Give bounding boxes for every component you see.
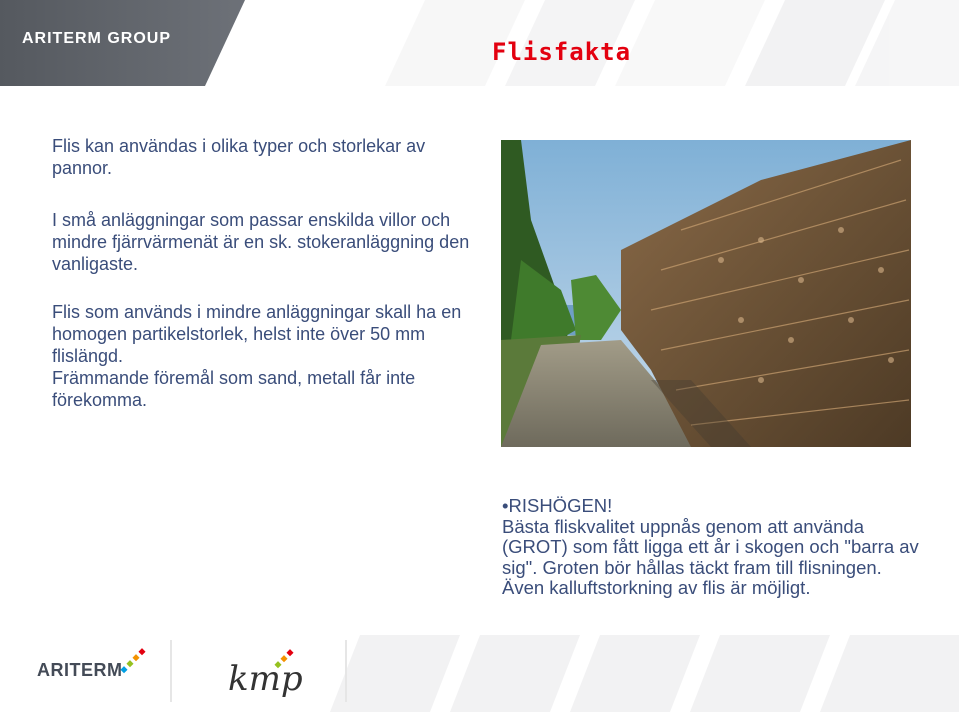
footer-divider xyxy=(345,640,347,702)
photo-caption xyxy=(502,496,922,599)
paragraph-text: I små anläggningar som passar enskilda villor och mindre fjärrvärmenät är en sk. stokeranläggning den vanligaste. xyxy=(52,210,470,274)
kmp-wordmark: kmp xyxy=(228,659,303,699)
header-bar xyxy=(0,0,959,86)
brush-pile-photo xyxy=(501,140,911,447)
footer-ariterm-wordmark: ARITERM xyxy=(37,660,123,680)
paragraph-text: Flis som används i mindre anläggningar skall ha en homogen partikelstorlek, helst inte över 50 mm flislängd. xyxy=(52,302,462,366)
brand-name: ARITERM GROUP xyxy=(22,30,171,47)
kmp-logo-icon xyxy=(218,640,318,708)
footer-divider xyxy=(170,640,172,702)
paragraph-text: Flis kan användas i olika typer och storlekar av pannor. xyxy=(52,136,426,178)
paragraph-boiler-types xyxy=(52,135,472,179)
paragraph-small-plants xyxy=(52,209,472,275)
paragraph-text: Främmande föremål som sand, metall får inte förekomma. xyxy=(52,368,416,410)
paragraph-chip-requirements xyxy=(52,301,472,411)
caption-heading: •RISHÖGEN! xyxy=(502,495,613,516)
caption-body: Bästa fliskvalitet uppnås genom att använda (GROT) som fått ligga ett år i skogen och "barra av sig". Groten bör hållas täckt fram till flisningen. Även kalluftstorkning av flis är möjligt. xyxy=(502,515,919,598)
slide-title: Flisfakta xyxy=(492,38,632,66)
